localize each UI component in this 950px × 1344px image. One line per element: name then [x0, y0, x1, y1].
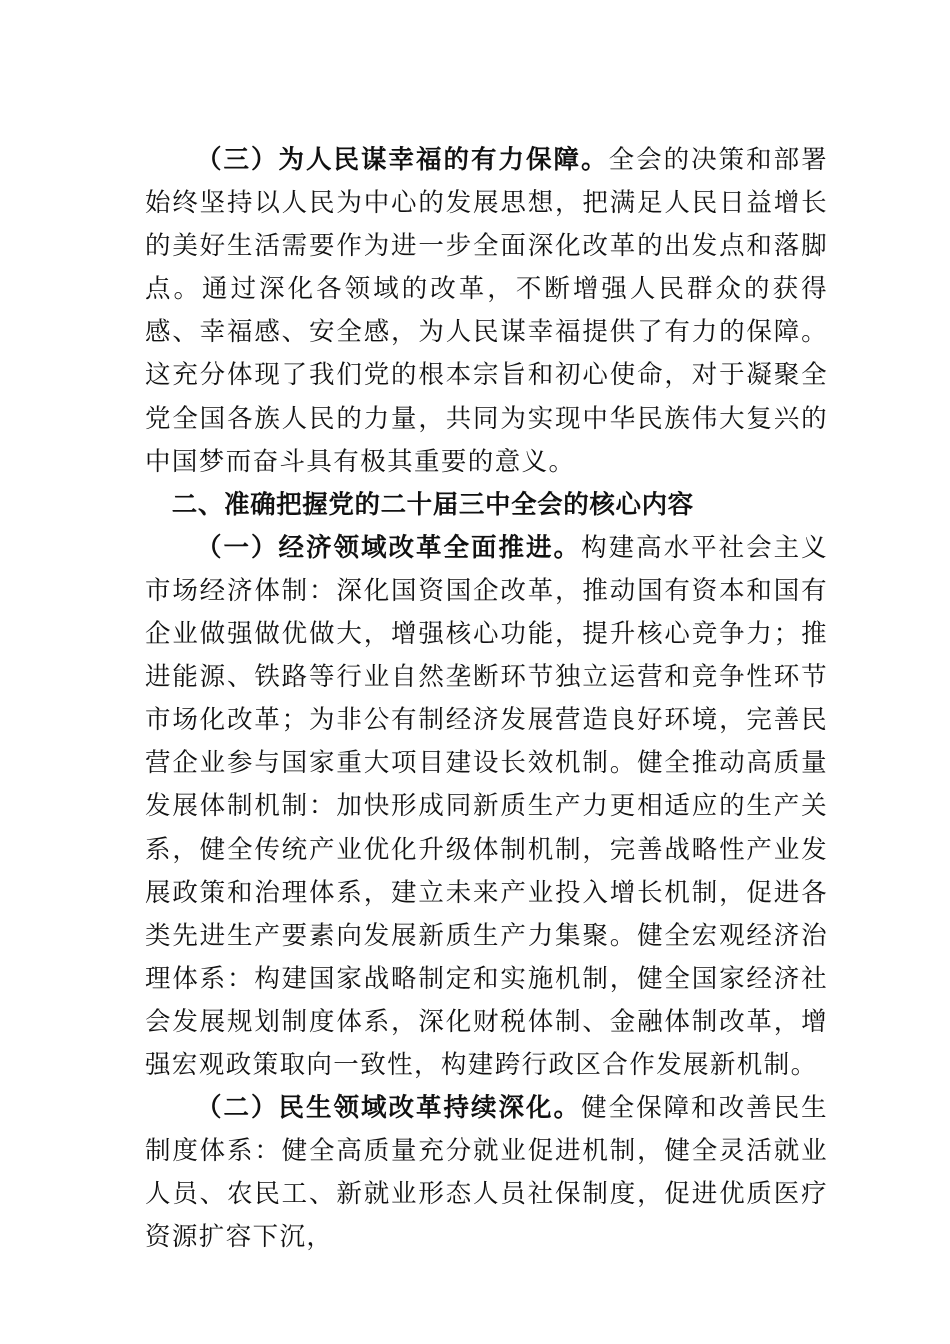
paragraph-lead: （一）经济领域改革全面推进。: [196, 532, 582, 563]
paragraph-economic-reform: [145, 527, 828, 1087]
document-page: [145, 139, 828, 1259]
paragraph-body: 健全保障和改善民生制度体系：健全高质量充分就业促进机制，健全灵活就业人员、农民工、新就业形态人员社保制度，促进优质医疗资源扩容下沉，: [145, 1093, 828, 1253]
paragraph-body: 全会的决策和部署始终坚持以人民为中心的发展思想，把满足人民日益增长的美好生活需要作为进一步全面深化改革的出发点和落脚点。通过深化各领域的改革，不断增强人民群众的获得感、幸福感、安全感，为人民谋幸福提供了有力的保障。这充分体现了我们党的根本宗旨和初心使命，对于凝聚全党全国各族人民的力量，共同为实现中华民族伟大复兴的中国梦而奋斗具有极其重要的意义。: [145, 145, 828, 477]
paragraph-body: 构建高水平社会主义市场经济体制：深化国资国企改革，推动国有资本和国有企业做强做优做大，增强核心功能，提升核心竞争力；推进能源、铁路等行业自然垄断环节独立运营和竞争性环节市场化改革；为非公有制经济发展营造良好环境，完善民营企业参与国家重大项目建设长效机制。健全推动高质量发展体制机制：加快形成同新质生产力更相适应的生产关系，健全传统产业优化升级体制机制，完善战略性产业发展政策和治理体系，建立未来产业投入增长机制，促进各类先进生产要素向发展新质生产力集聚。健全宏观经济治理体系：构建国家战略制定和实施机制，健全国家经济社会发展规划制度体系，深化财税体制、金融体制改革，增强宏观政策取向一致性，构建跨行政区合作发展新机制。: [145, 532, 828, 1080]
paragraph-livelihood-reform: [145, 1087, 828, 1259]
paragraph-lead: （三）为人民谋幸福的有力保障。: [196, 145, 609, 175]
section-heading: 二、准确把握党的二十届三中全会的核心内容: [171, 489, 694, 520]
paragraph-people-wellbeing: [145, 139, 828, 484]
paragraph-lead: （二）民生领域改革持续深化。: [196, 1093, 582, 1124]
